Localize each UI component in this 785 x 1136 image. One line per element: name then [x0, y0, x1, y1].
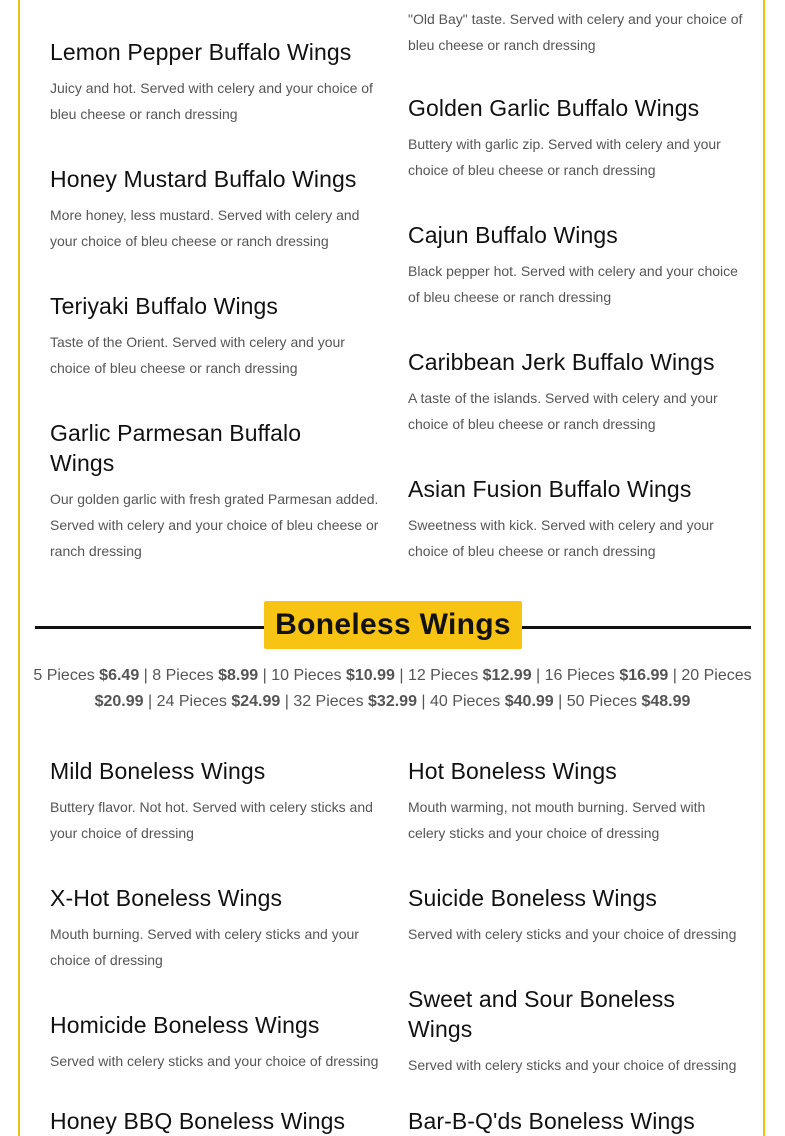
item-description: Mouth warming, not mouth burning. Served with celery sticks and your choice of dressing	[408, 799, 706, 841]
menu-item	[50, 291, 370, 381]
item-name: Suicide Boneless Wings	[408, 885, 657, 911]
item-name: Golden Garlic Buffalo Wings	[408, 95, 700, 121]
price-value: $12.99	[482, 667, 532, 684]
item-name: Hot Boneless Wings	[408, 758, 617, 784]
price-label: 50 Pieces	[566, 693, 638, 710]
price-value: $16.99	[619, 667, 669, 684]
item-description: Buttery with garlic zip. Served with celery and your choice of bleu cheese or ranch dressing	[408, 136, 721, 178]
item-name: Teriyaki Buffalo Wings	[50, 293, 279, 319]
menu-item	[408, 93, 743, 183]
menu-item	[50, 756, 385, 846]
item-name: Garlic Parmesan Buffalo Wings	[50, 420, 302, 476]
item-description: Mouth burning. Served with celery sticks and your choice of dressing	[50, 926, 359, 968]
price-value: $6.49	[99, 667, 140, 684]
item-description: Served with celery sticks and your choice of dressing	[408, 1057, 737, 1073]
price-value: $10.99	[345, 667, 395, 684]
price-label: 40 Pieces	[430, 693, 501, 710]
price-list: $20.99 | 24 Pieces $24.99 | 32 Pieces $32.99 | 40 Pieces $40.99 | 50 Pieces $48.99	[94, 693, 691, 710]
section-title: Boneless Wings	[275, 608, 511, 641]
price-label: 24 Pieces	[156, 693, 227, 710]
price-value: $40.99	[504, 693, 554, 710]
item-description: Juicy and hot. Served with celery and your choice of bleu cheese or ranch dressing	[50, 80, 373, 122]
item-name: Sweet and Sour Boneless Wings	[408, 986, 675, 1042]
price-value: $24.99	[231, 693, 281, 710]
price-label: 16 Pieces	[544, 667, 615, 684]
menu-item	[408, 220, 743, 310]
item-name: Mild Boneless Wings	[50, 758, 266, 784]
menu-item	[408, 883, 748, 947]
price-value: $48.99	[641, 693, 691, 710]
item-description: More honey, less mustard. Served with celery and your choice of bleu cheese or ranch dressing	[50, 207, 360, 249]
price-value: $20.99	[94, 693, 144, 710]
item-name: X-Hot Boneless Wings	[50, 885, 283, 911]
menu-item	[50, 164, 370, 254]
menu-item	[50, 1010, 385, 1074]
price-list: 5 Pieces $6.49 | 8 Pieces $8.99 | 10 Pieces $10.99 | 12 Pieces $12.99 | 16 Pieces $16.99 | 20 Pieces	[33, 667, 752, 684]
item-name: Asian Fusion Buffalo Wings	[408, 476, 692, 502]
item-description: Buttery flavor. Not hot. Served with celery sticks and your choice of dressing	[50, 799, 373, 841]
item-name: Honey Mustard Buffalo Wings	[50, 166, 357, 192]
menu-item	[408, 1106, 748, 1136]
price-value: $32.99	[368, 693, 417, 710]
price-label: 12 Pieces	[407, 667, 479, 684]
item-name: Cajun Buffalo Wings	[408, 222, 618, 248]
price-label: 32 Pieces	[293, 693, 364, 710]
price-value: $8.99	[218, 667, 259, 684]
menu-item	[50, 37, 385, 127]
item-description: Our golden garlic with fresh grated Parmesan added. Served with celery and your choice of bleu cheese or ranch dressing	[50, 491, 379, 559]
menu-item	[50, 1106, 385, 1136]
menu-item	[50, 883, 370, 973]
item-name: Bar-B-Q'ds Boneless Wings	[408, 1108, 695, 1134]
menu-item	[408, 756, 728, 846]
item-description: A taste of the islands. Served with celery and your choice of bleu cheese or ranch dressing	[408, 390, 718, 432]
item-name: Caribbean Jerk Buffalo Wings	[408, 349, 715, 375]
price-label: 8 Pieces	[152, 667, 214, 684]
price-label: 10 Pieces	[271, 667, 342, 684]
item-name: Homicide Boneless Wings	[50, 1012, 320, 1038]
item-description: Black pepper hot. Served with celery and your choice of bleu cheese or ranch dressing	[408, 263, 738, 305]
item-description: Served with celery sticks and your choice of dressing	[50, 1053, 379, 1069]
item-description: Sweetness with kick. Served with celery and your choice of bleu cheese or ranch dressing	[408, 517, 714, 559]
price-label: 5 Pieces	[33, 667, 95, 684]
item-description: "Old Bay" taste. Served with celery and your choice of bleu cheese or ranch dressing	[408, 11, 743, 53]
item-description: Taste of the Orient. Served with celery and your choice of bleu cheese or ranch dressing	[50, 334, 345, 376]
section-heading	[264, 601, 522, 649]
price-label: 20 Pieces	[681, 667, 752, 684]
menu-item	[408, 474, 728, 564]
item-description: Served with celery sticks and your choice of dressing	[408, 926, 737, 942]
item-name: Lemon Pepper Buffalo Wings	[50, 39, 352, 65]
item-name: Honey BBQ Boneless Wings	[50, 1108, 346, 1134]
menu-item	[408, 984, 748, 1078]
menu-item	[408, 347, 743, 437]
menu-item	[50, 418, 385, 564]
